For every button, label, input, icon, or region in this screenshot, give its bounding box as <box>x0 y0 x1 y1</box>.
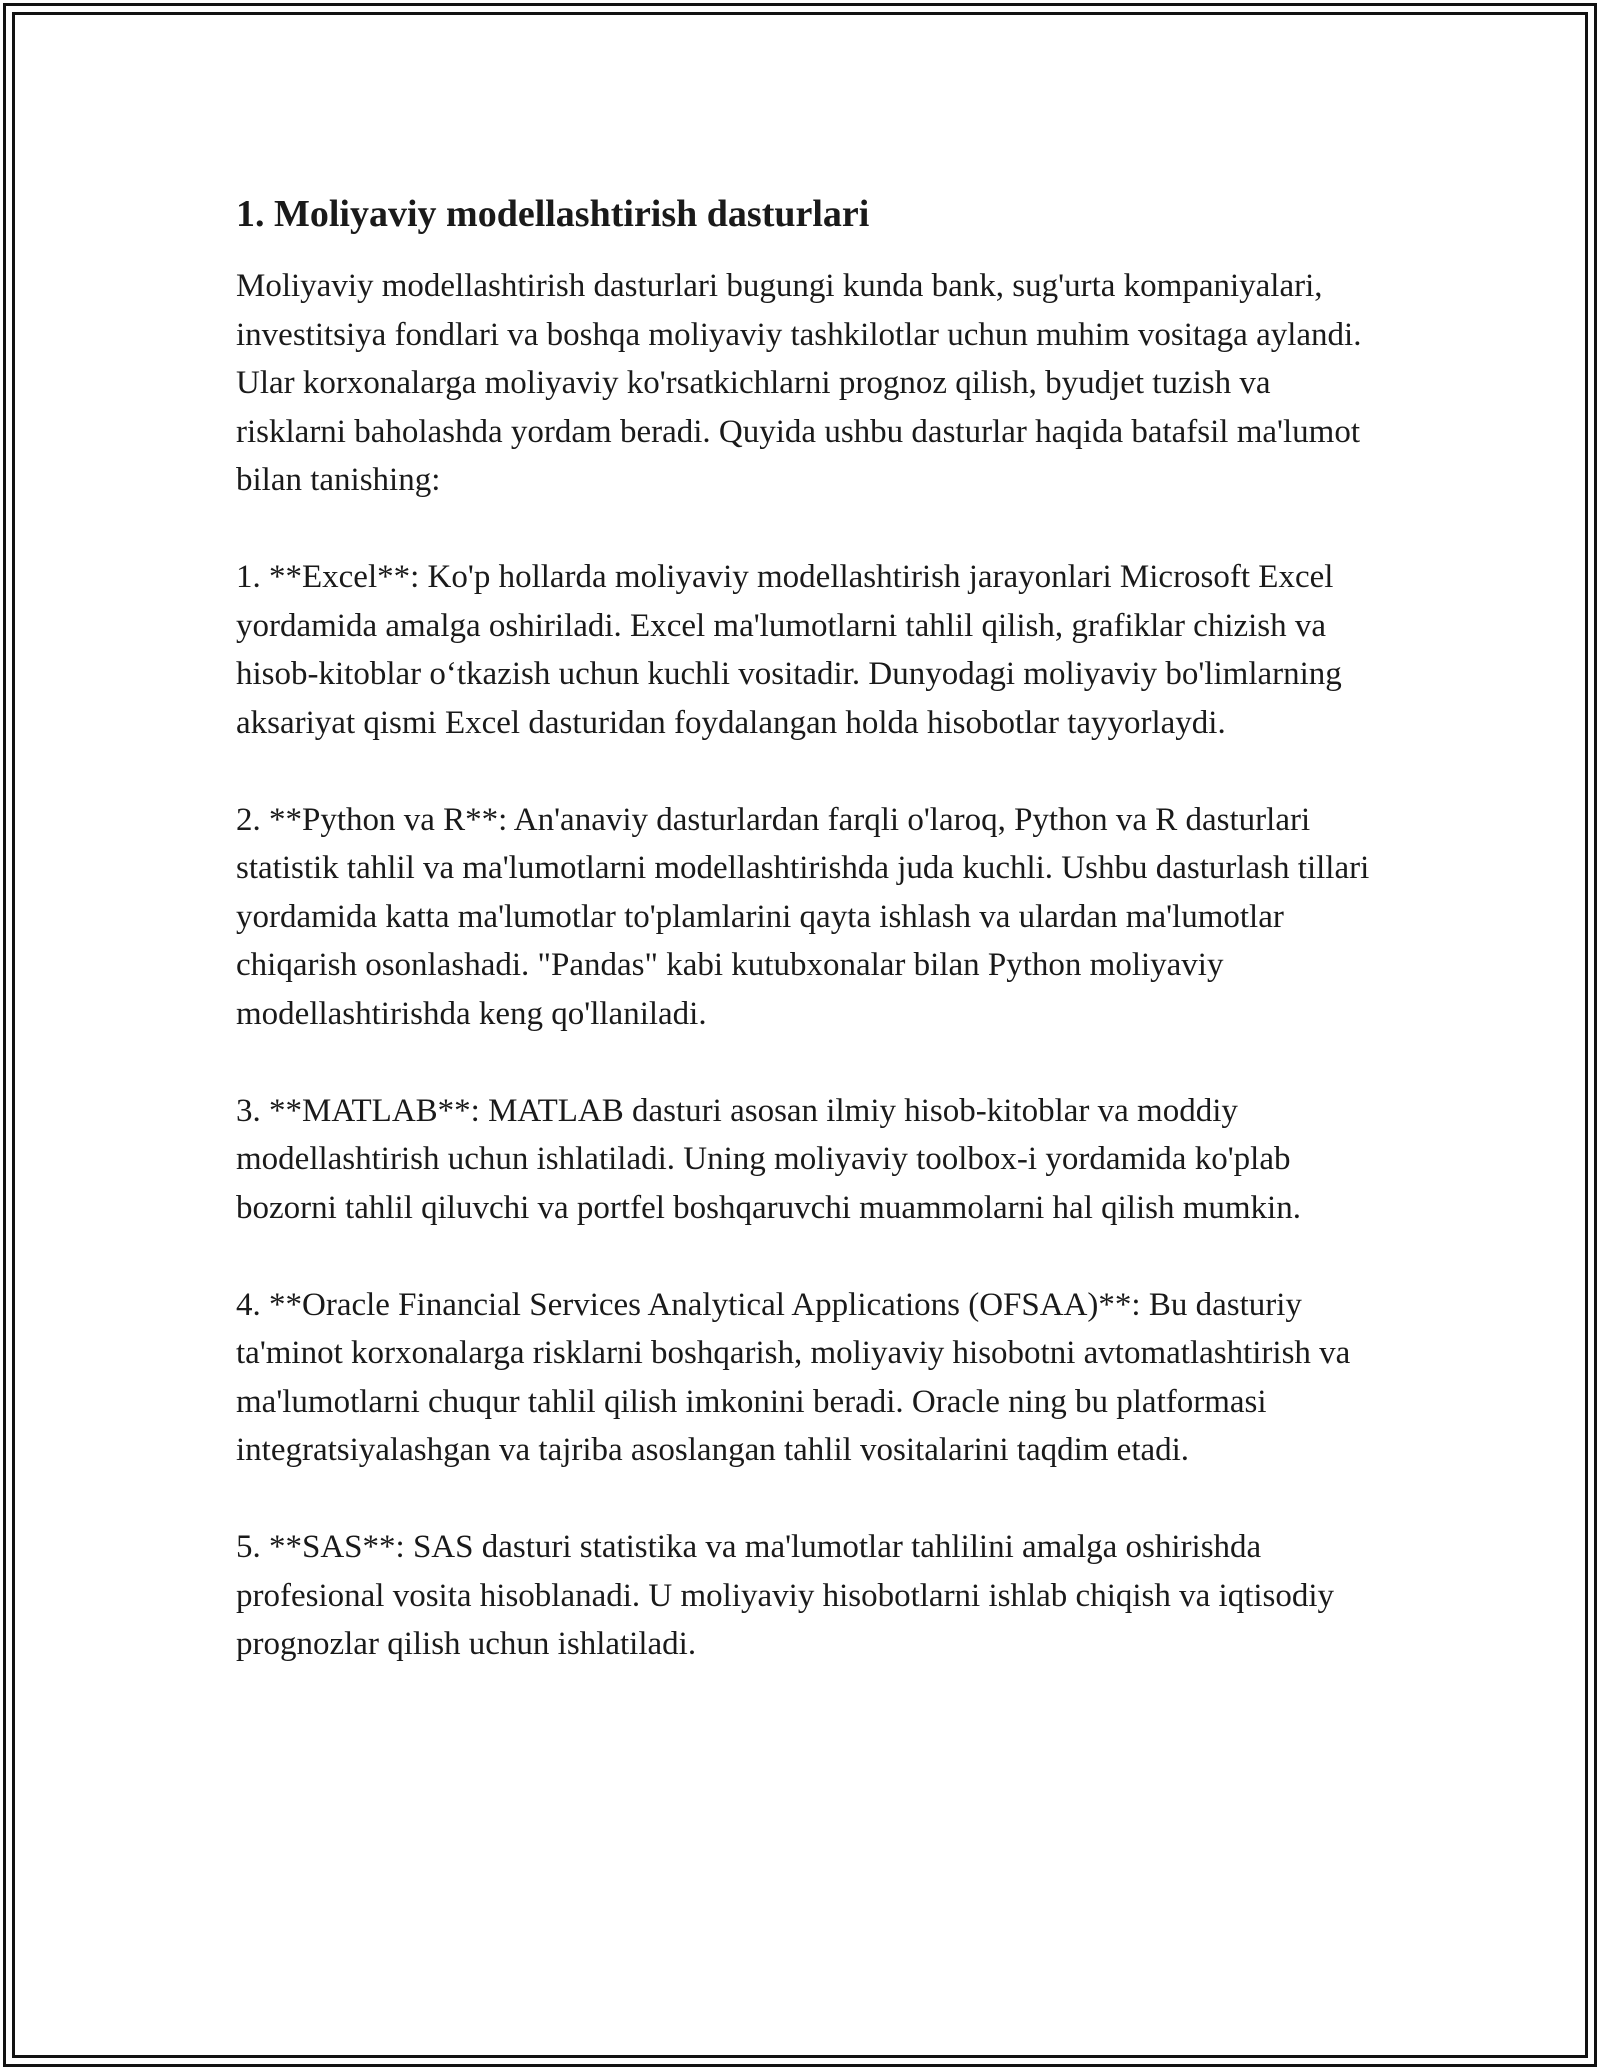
page-title: 1. Moliyaviy modellashtirish dasturlari <box>236 193 870 235</box>
paragraph-python-r: 2. **Python va R**: An'anaviy dasturlardan farqli o'laroq, Python va R dasturlari statistik tahlil va ma'lumotlarni modellashtirishda juda kuchli. Ushbu dasturlash tillari yordamida katta ma'lumotlar to'plamlarini qayta ishlash va ulardan ma'lumotlar chiqarish osonlashadi. "Pandas" kabi kutubxonalar bilan Python moliyaviy modellashtirishda keng qo'llaniladi. <box>236 801 1370 1032</box>
document-body <box>236 188 1376 1717</box>
paragraph-sas: 5. **SAS**: SAS dasturi statistika va ma'lumotlar tahlilini amalga oshirishda profesional vosita hisoblanadi. U moliyaviy hisobotlarni ishlab chiqish va iqtisodiy prognozlar qilish uchun ishlatiladi. <box>236 1529 1335 1662</box>
paragraph-matlab: 3. **MATLAB**: MATLAB dasturi asosan ilmiy hisob-kitoblar va moddiy modellashtirish uchun ishlatiladi. Uning moliyaviy toolbox-i yordamida ko'plab bozorni tahlil qiluvchi va portfel boshqaruvchi muammolarni hal qilish mumkin. <box>236 1092 1301 1226</box>
paragraph-excel: 1. **Excel**: Ko'p hollarda moliyaviy modellashtirish jarayonlari Microsoft Excel yordamida amalga oshiriladi. Excel ma'lumotlarni tahlil qilish, grafiklar chizish va hisob-kitoblar o‘tkazish uchun kuchli vositadir. Dunyodagi moliyaviy bo'limlarning aksariyat qismi Excel dasturidan foydalangan holda hisobotlar tayyorlaydi. <box>236 559 1342 741</box>
paragraph-ofsaa: 4. **Oracle Financial Services Analytical Applications (OFSAA)**: Bu dasturiy ta'minot korxonalarga risklarni boshqarish, moliyaviy hisobotni avtomatlashtirish va ma'lumotlarni chuqur tahlil qilish imkonini beradi. Oracle ning bu platformasi integratsiyalashgan va tajriba asoslangan tahlil vositalarini taqdim etadi. <box>236 1286 1351 1468</box>
intro-paragraph: Moliyaviy modellashtirish dasturlari bugungi kunda bank, sug'urta kompaniyalari, investitsiya fondlari va boshqa moliyaviy tashkilotlar uchun muhim vositaga aylandi. Ular korxonalarga moliyaviy ko'rsatkichlarni prognoz qilish, byudjet tuzish va risklarni baholashda yordam beradi. Quyida ushbu dasturlar haqida batafsil ma'lumot bilan tanishing: <box>236 268 1362 498</box>
